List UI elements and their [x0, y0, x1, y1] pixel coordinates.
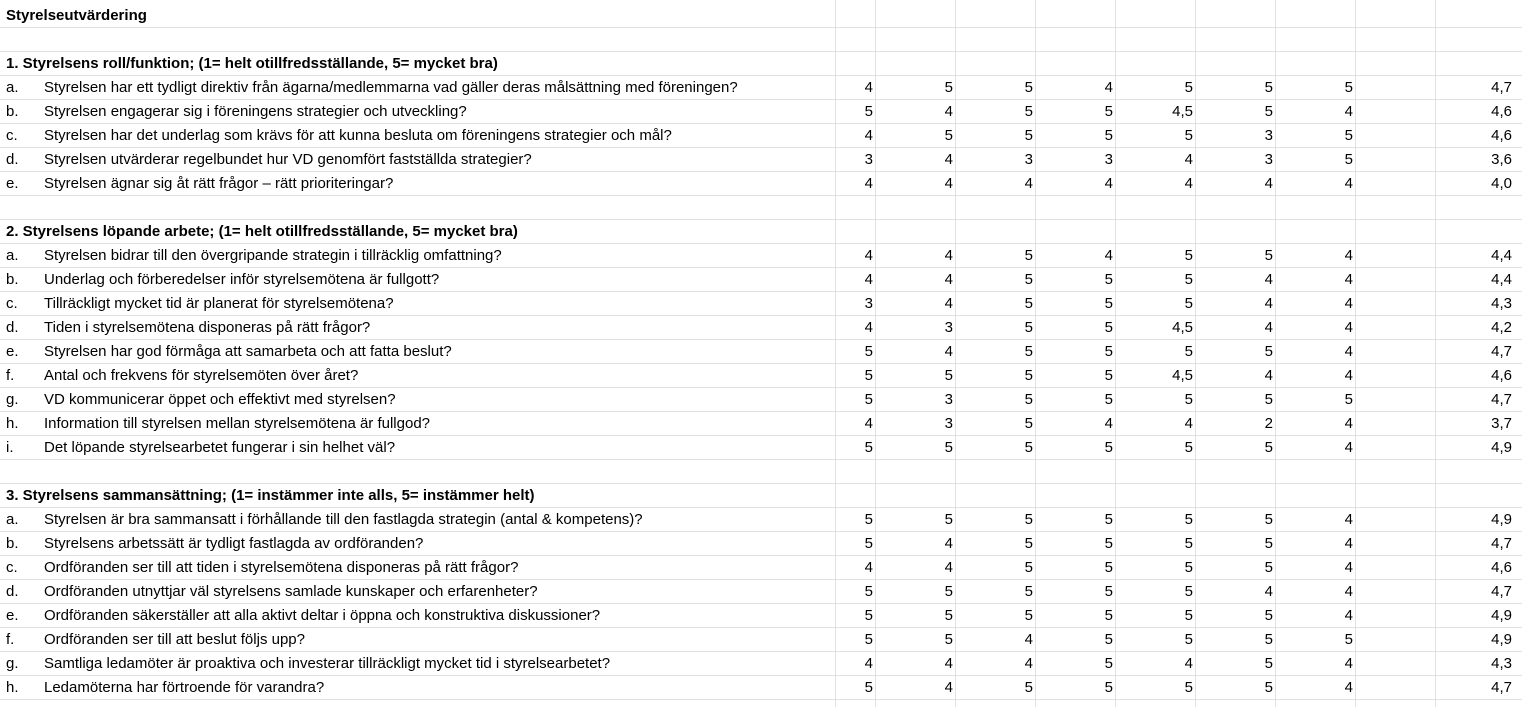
score-cell[interactable]: 4 — [1344, 439, 1353, 456]
score-cell[interactable]: 5 — [1024, 439, 1033, 456]
average-cell[interactable]: 4,4 — [1491, 271, 1512, 288]
score-cell[interactable]: 5 — [1024, 271, 1033, 288]
question-text[interactable]: Styrelsen utvärderar regelbundet hur VD genomfört fastställda strategier? — [44, 151, 532, 168]
score-cell[interactable]: 4,5 — [1172, 319, 1193, 336]
question-row[interactable] — [0, 652, 1522, 676]
score-cell[interactable]: 4 — [1024, 655, 1033, 672]
score-cell[interactable]: 5 — [1024, 319, 1033, 336]
score-cell[interactable]: 5 — [864, 439, 873, 456]
average-cell[interactable]: 4,6 — [1491, 559, 1512, 576]
score-cell[interactable]: 5 — [1024, 343, 1033, 360]
score-cell[interactable]: 4 — [1344, 583, 1353, 600]
score-cell[interactable]: 4 — [864, 271, 873, 288]
average-cell[interactable]: 4,7 — [1491, 535, 1512, 552]
score-cell[interactable]: 4 — [1104, 79, 1113, 96]
question-text[interactable]: Styrelsen bidrar till den övergripande strategin i tillräcklig omfattning? — [44, 247, 502, 264]
question-text[interactable]: Tiden i styrelsemötena disponeras på rätt frågor? — [44, 319, 371, 336]
score-cell[interactable]: 5 — [864, 535, 873, 552]
question-text[interactable]: Styrelsen har det underlag som krävs för att kunna besluta om föreningens strategier och mål? — [44, 127, 672, 144]
score-cell[interactable]: 5 — [1104, 271, 1113, 288]
question-text[interactable]: Styrelsen är bra sammansatt i förhållande till den fastlagda strategin (antal & kompetens)? — [44, 511, 643, 528]
question-letter[interactable]: g. — [6, 655, 19, 672]
section-heading[interactable]: 3. Styrelsens sammansättning; (1= instämmer inte alls, 5= instämmer helt) — [6, 487, 535, 504]
question-letter[interactable]: i. — [6, 439, 14, 456]
question-row[interactable] — [0, 292, 1522, 316]
section-heading-row[interactable] — [0, 52, 1522, 76]
score-cell[interactable]: 4 — [1344, 511, 1353, 528]
average-cell[interactable]: 4,7 — [1491, 79, 1512, 96]
score-cell[interactable]: 3 — [1024, 151, 1033, 168]
score-cell[interactable]: 5 — [864, 631, 873, 648]
average-cell[interactable]: 4,9 — [1491, 607, 1512, 624]
score-cell[interactable]: 5 — [1184, 343, 1193, 360]
question-row[interactable] — [0, 124, 1522, 148]
score-cell[interactable]: 5 — [1184, 295, 1193, 312]
question-row[interactable] — [0, 148, 1522, 172]
question-letter[interactable]: e. — [6, 343, 19, 360]
question-text[interactable]: Ordföranden säkerställer att alla aktivt deltar i öppna och konstruktiva diskussioner? — [44, 607, 601, 624]
score-cell[interactable]: 4 — [864, 415, 873, 432]
score-cell[interactable]: 3 — [944, 415, 953, 432]
question-letter[interactable]: h. — [6, 679, 19, 696]
score-cell[interactable]: 5 — [1264, 679, 1273, 696]
question-row[interactable] — [0, 628, 1522, 652]
question-text[interactable]: Ordföranden utnyttjar väl styrelsens samlade kunskaper och erfarenheter? — [44, 583, 538, 600]
section-heading-row[interactable] — [0, 484, 1522, 508]
score-cell[interactable]: 4 — [1104, 415, 1113, 432]
score-cell[interactable]: 4 — [1184, 415, 1193, 432]
score-cell[interactable]: 5 — [1104, 511, 1113, 528]
score-cell[interactable]: 4 — [944, 295, 953, 312]
question-row[interactable] — [0, 580, 1522, 604]
score-cell[interactable]: 5 — [864, 511, 873, 528]
score-cell[interactable]: 5 — [864, 367, 873, 384]
section-heading[interactable]: 2. Styrelsens löpande arbete; (1= helt otillfredsställande, 5= mycket bra) — [6, 223, 518, 240]
score-cell[interactable]: 5 — [1264, 103, 1273, 120]
empty-row[interactable] — [0, 460, 1522, 484]
question-row[interactable] — [0, 364, 1522, 388]
score-cell[interactable]: 2 — [1264, 415, 1273, 432]
average-cell[interactable]: 4,3 — [1491, 295, 1512, 312]
score-cell[interactable]: 5 — [1024, 391, 1033, 408]
score-cell[interactable]: 5 — [944, 583, 953, 600]
score-cell[interactable]: 5 — [1264, 343, 1273, 360]
score-cell[interactable]: 5 — [1024, 367, 1033, 384]
question-letter[interactable]: b. — [6, 103, 19, 120]
score-cell[interactable]: 3 — [864, 295, 873, 312]
question-letter[interactable]: d. — [6, 583, 19, 600]
question-letter[interactable]: c. — [6, 295, 18, 312]
score-cell[interactable]: 4 — [1344, 607, 1353, 624]
average-cell[interactable]: 4,2 — [1491, 319, 1512, 336]
score-cell[interactable]: 5 — [1104, 103, 1113, 120]
score-cell[interactable]: 5 — [1344, 127, 1353, 144]
score-cell[interactable]: 5 — [864, 391, 873, 408]
average-cell[interactable]: 4,7 — [1491, 343, 1512, 360]
score-cell[interactable]: 5 — [1344, 391, 1353, 408]
score-cell[interactable]: 3 — [1264, 127, 1273, 144]
score-cell[interactable]: 5 — [864, 607, 873, 624]
spreadsheet-grid — [0, 4, 1522, 700]
question-letter[interactable]: c. — [6, 127, 18, 144]
question-letter[interactable]: f. — [6, 367, 15, 384]
score-cell[interactable]: 4 — [1264, 319, 1273, 336]
score-cell[interactable]: 4 — [1104, 247, 1113, 264]
score-cell[interactable]: 5 — [1104, 319, 1113, 336]
score-cell[interactable]: 5 — [1184, 271, 1193, 288]
average-cell[interactable]: 4,3 — [1491, 655, 1512, 672]
sheet-title[interactable]: Styrelseutvärdering — [6, 7, 147, 24]
score-cell[interactable]: 4 — [1184, 151, 1193, 168]
score-cell[interactable]: 5 — [1184, 535, 1193, 552]
score-cell[interactable]: 4 — [1264, 295, 1273, 312]
question-row[interactable] — [0, 268, 1522, 292]
question-text[interactable]: Styrelsen ägnar sig åt rätt frågor – rätt prioriteringar? — [44, 175, 394, 192]
question-row[interactable] — [0, 100, 1522, 124]
score-cell[interactable]: 5 — [1104, 655, 1113, 672]
score-cell[interactable]: 4 — [1344, 367, 1353, 384]
score-cell[interactable]: 4 — [864, 655, 873, 672]
score-cell[interactable]: 5 — [1264, 439, 1273, 456]
score-cell[interactable]: 5 — [1264, 559, 1273, 576]
score-cell[interactable]: 4 — [864, 319, 873, 336]
score-cell[interactable]: 5 — [1024, 535, 1033, 552]
score-cell[interactable]: 3 — [1264, 151, 1273, 168]
score-cell[interactable]: 5 — [1184, 127, 1193, 144]
question-text[interactable]: Antal och frekvens för styrelsemöten över året? — [44, 367, 359, 384]
question-text[interactable]: Styrelsen engagerar sig i föreningens strategier och utveckling? — [44, 103, 467, 120]
score-cell[interactable]: 4 — [1024, 175, 1033, 192]
average-cell[interactable]: 3,7 — [1491, 415, 1512, 432]
empty-row[interactable] — [0, 28, 1522, 52]
score-cell[interactable]: 5 — [1184, 511, 1193, 528]
average-cell[interactable]: 4,6 — [1491, 127, 1512, 144]
score-cell[interactable]: 5 — [944, 631, 953, 648]
score-cell[interactable]: 4 — [1344, 343, 1353, 360]
average-cell[interactable]: 4,9 — [1491, 631, 1512, 648]
score-cell[interactable]: 4 — [1104, 175, 1113, 192]
score-cell[interactable]: 5 — [1024, 127, 1033, 144]
question-row[interactable] — [0, 436, 1522, 460]
question-text[interactable]: Samtliga ledamöter är proaktiva och investerar tillräckligt mycket tid i styrelsearbetet? — [44, 655, 611, 672]
score-cell[interactable]: 4,5 — [1172, 367, 1193, 384]
question-text[interactable]: Det löpande styrelsearbetet fungerar i sin helhet väl? — [44, 439, 396, 456]
score-cell[interactable]: 4 — [944, 175, 953, 192]
score-cell[interactable]: 5 — [944, 439, 953, 456]
score-cell[interactable]: 5 — [1104, 367, 1113, 384]
score-cell[interactable]: 5 — [1264, 631, 1273, 648]
score-cell[interactable]: 5 — [1344, 631, 1353, 648]
score-cell[interactable]: 4 — [1344, 655, 1353, 672]
score-cell[interactable]: 4,5 — [1172, 103, 1193, 120]
title-row[interactable] — [0, 4, 1522, 28]
score-cell[interactable]: 4 — [864, 559, 873, 576]
score-cell[interactable]: 4 — [1344, 175, 1353, 192]
question-text[interactable]: Ordföranden ser till att tiden i styrelsemötena disponeras på rätt frågor? — [44, 559, 519, 576]
question-letter[interactable]: a. — [6, 511, 19, 528]
score-cell[interactable]: 5 — [944, 367, 953, 384]
average-cell[interactable]: 4,6 — [1491, 103, 1512, 120]
question-text[interactable]: Ledamöterna har förtroende för varandra? — [44, 679, 325, 696]
score-cell[interactable]: 5 — [1024, 607, 1033, 624]
score-cell[interactable]: 4 — [944, 655, 953, 672]
question-text[interactable]: Information till styrelsen mellan styrelsemötena är fullgod? — [44, 415, 431, 432]
score-cell[interactable]: 4 — [864, 127, 873, 144]
score-cell[interactable]: 4 — [1264, 175, 1273, 192]
score-cell[interactable]: 5 — [1104, 343, 1113, 360]
score-cell[interactable]: 5 — [1184, 247, 1193, 264]
question-letter[interactable]: a. — [6, 247, 19, 264]
question-row[interactable] — [0, 244, 1522, 268]
score-cell[interactable]: 4 — [1344, 535, 1353, 552]
score-cell[interactable]: 4 — [1344, 679, 1353, 696]
score-cell[interactable]: 5 — [1104, 631, 1113, 648]
score-cell[interactable]: 4 — [1344, 295, 1353, 312]
question-text[interactable]: Styrelsens arbetssätt är tydligt fastlagda av ordföranden? — [44, 535, 424, 552]
question-row[interactable] — [0, 172, 1522, 196]
score-cell[interactable]: 5 — [1024, 511, 1033, 528]
score-cell[interactable]: 5 — [1024, 103, 1033, 120]
score-cell[interactable]: 5 — [944, 79, 953, 96]
score-cell[interactable]: 4 — [1184, 175, 1193, 192]
score-cell[interactable]: 5 — [1104, 127, 1113, 144]
question-text[interactable]: VD kommunicerar öppet och effektivt med styrelsen? — [44, 391, 396, 408]
question-letter[interactable]: f. — [6, 631, 15, 648]
question-text[interactable]: Tillräckligt mycket tid är planerat för styrelsemötena? — [44, 295, 394, 312]
score-cell[interactable]: 3 — [1104, 151, 1113, 168]
average-cell[interactable]: 3,6 — [1491, 151, 1512, 168]
average-cell[interactable]: 4,7 — [1491, 391, 1512, 408]
score-cell[interactable]: 5 — [1024, 79, 1033, 96]
score-cell[interactable]: 5 — [944, 511, 953, 528]
question-row[interactable] — [0, 412, 1522, 436]
score-cell[interactable]: 5 — [864, 583, 873, 600]
score-cell[interactable]: 5 — [944, 607, 953, 624]
score-cell[interactable]: 4 — [1344, 247, 1353, 264]
score-cell[interactable]: 4 — [1344, 319, 1353, 336]
question-text[interactable]: Ordföranden ser till att beslut följs upp? — [44, 631, 305, 648]
average-cell[interactable]: 4,9 — [1491, 511, 1512, 528]
score-cell[interactable]: 5 — [1184, 79, 1193, 96]
question-text[interactable]: Underlag och förberedelser inför styrelsemötena är fullgott? — [44, 271, 440, 288]
score-cell[interactable]: 5 — [1184, 679, 1193, 696]
question-text[interactable]: Styrelsen har ett tydligt direktiv från ägarna/medlemmarna vad gäller deras målsättning med föreningen? — [44, 79, 738, 96]
question-row[interactable] — [0, 676, 1522, 700]
score-cell[interactable]: 5 — [1264, 655, 1273, 672]
score-cell[interactable]: 5 — [1264, 391, 1273, 408]
question-row[interactable] — [0, 556, 1522, 580]
score-cell[interactable]: 5 — [1344, 151, 1353, 168]
score-cell[interactable]: 5 — [864, 343, 873, 360]
score-cell[interactable]: 3 — [864, 151, 873, 168]
score-cell[interactable]: 5 — [1104, 583, 1113, 600]
score-cell[interactable]: 5 — [944, 127, 953, 144]
question-letter[interactable]: e. — [6, 607, 19, 624]
score-cell[interactable]: 4 — [944, 679, 953, 696]
question-row[interactable] — [0, 604, 1522, 628]
score-cell[interactable]: 4 — [1024, 631, 1033, 648]
score-cell[interactable]: 5 — [1264, 607, 1273, 624]
question-letter[interactable]: d. — [6, 151, 19, 168]
score-cell[interactable]: 4 — [944, 247, 953, 264]
question-row[interactable] — [0, 76, 1522, 100]
question-letter[interactable]: a. — [6, 79, 19, 96]
score-cell[interactable]: 5 — [1024, 295, 1033, 312]
score-cell[interactable]: 5 — [1184, 559, 1193, 576]
score-cell[interactable]: 3 — [944, 319, 953, 336]
question-row[interactable] — [0, 340, 1522, 364]
score-cell[interactable]: 5 — [1184, 439, 1193, 456]
score-cell[interactable]: 5 — [1024, 247, 1033, 264]
score-cell[interactable]: 5 — [1104, 679, 1113, 696]
score-cell[interactable]: 5 — [1184, 631, 1193, 648]
score-cell[interactable]: 5 — [1184, 391, 1193, 408]
section-heading-row[interactable] — [0, 220, 1522, 244]
score-cell[interactable]: 5 — [1104, 535, 1113, 552]
score-cell[interactable]: 5 — [1264, 247, 1273, 264]
score-cell[interactable]: 4 — [864, 247, 873, 264]
question-row[interactable] — [0, 388, 1522, 412]
score-cell[interactable]: 4 — [1264, 367, 1273, 384]
score-cell[interactable]: 5 — [864, 679, 873, 696]
score-cell[interactable]: 4 — [1264, 271, 1273, 288]
question-letter[interactable]: e. — [6, 175, 19, 192]
section-heading[interactable]: 1. Styrelsens roll/funktion; (1= helt otillfredsställande, 5= mycket bra) — [6, 55, 498, 72]
score-cell[interactable]: 4 — [944, 535, 953, 552]
score-cell[interactable]: 4 — [1344, 415, 1353, 432]
score-cell[interactable]: 5 — [1264, 79, 1273, 96]
score-cell[interactable]: 5 — [1264, 535, 1273, 552]
score-cell[interactable]: 4 — [1184, 655, 1193, 672]
average-cell[interactable]: 4,9 — [1491, 439, 1512, 456]
question-letter[interactable]: b. — [6, 271, 19, 288]
average-cell[interactable]: 4,6 — [1491, 367, 1512, 384]
score-cell[interactable]: 4 — [1344, 559, 1353, 576]
score-cell[interactable]: 5 — [1104, 559, 1113, 576]
average-cell[interactable]: 4,7 — [1491, 679, 1512, 696]
score-cell[interactable]: 5 — [1184, 583, 1193, 600]
score-cell[interactable]: 5 — [1024, 415, 1033, 432]
score-cell[interactable]: 3 — [944, 391, 953, 408]
question-row[interactable] — [0, 316, 1522, 340]
score-cell[interactable]: 4 — [864, 175, 873, 192]
score-cell[interactable]: 4 — [944, 151, 953, 168]
score-cell[interactable]: 5 — [1024, 559, 1033, 576]
question-letter[interactable]: c. — [6, 559, 18, 576]
score-cell[interactable]: 4 — [1344, 271, 1353, 288]
question-letter[interactable]: h. — [6, 415, 19, 432]
score-cell[interactable]: 5 — [1264, 511, 1273, 528]
score-cell[interactable]: 4 — [864, 79, 873, 96]
question-letter[interactable]: d. — [6, 319, 19, 336]
score-cell[interactable]: 5 — [864, 103, 873, 120]
score-cell[interactable]: 4 — [1264, 583, 1273, 600]
score-cell[interactable]: 5 — [1104, 391, 1113, 408]
question-row[interactable] — [0, 508, 1522, 532]
score-cell[interactable]: 5 — [1024, 583, 1033, 600]
average-cell[interactable]: 4,0 — [1491, 175, 1512, 192]
question-letter[interactable]: g. — [6, 391, 19, 408]
score-cell[interactable]: 5 — [1104, 607, 1113, 624]
score-cell[interactable]: 4 — [944, 343, 953, 360]
score-cell[interactable]: 5 — [1104, 295, 1113, 312]
score-cell[interactable]: 5 — [1184, 607, 1193, 624]
question-text[interactable]: Styrelsen har god förmåga att samarbeta och att fatta beslut? — [44, 343, 452, 360]
question-row[interactable] — [0, 532, 1522, 556]
score-cell[interactable]: 4 — [1344, 103, 1353, 120]
score-cell[interactable]: 5 — [1104, 439, 1113, 456]
score-cell[interactable]: 5 — [1344, 79, 1353, 96]
average-cell[interactable]: 4,7 — [1491, 583, 1512, 600]
score-cell[interactable]: 4 — [944, 271, 953, 288]
empty-row[interactable] — [0, 196, 1522, 220]
score-cell[interactable]: 4 — [944, 103, 953, 120]
question-letter[interactable]: b. — [6, 535, 19, 552]
score-cell[interactable]: 5 — [1024, 679, 1033, 696]
average-cell[interactable]: 4,4 — [1491, 247, 1512, 264]
score-cell[interactable]: 4 — [944, 559, 953, 576]
